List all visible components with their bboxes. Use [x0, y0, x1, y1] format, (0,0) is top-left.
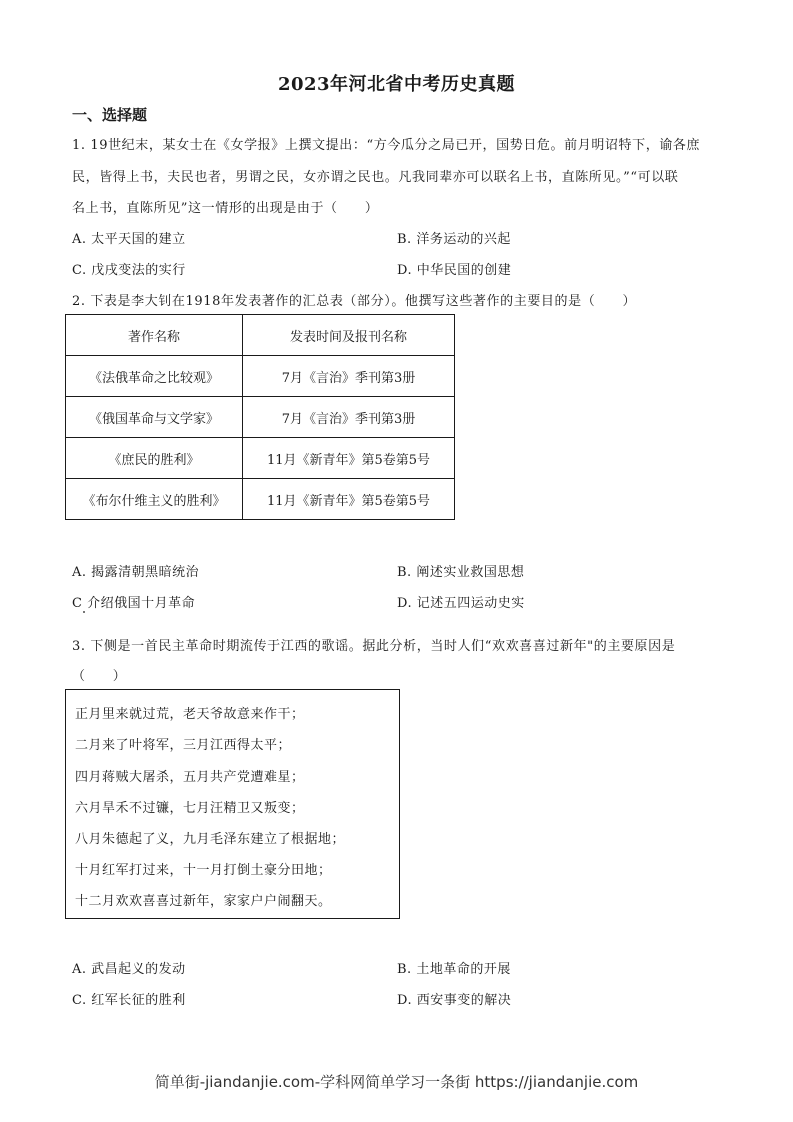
q1-option-a: A. 太平天国的建立 — [72, 232, 186, 247]
q3-stem-line-2: （ ） — [72, 669, 127, 684]
table-header-cell: 著作名称 — [66, 315, 243, 356]
table-cell-publication: 11月《新青年》第5卷第5号 — [243, 438, 455, 479]
q1-stem-line-1: 1. 19世纪末，某女士在《女学报》上撰文提出：“方今瓜分之局已开，国势日危。前月明诏特下，谕各庶 — [72, 138, 701, 153]
song-line: 八月朱德起了义，九月毛泽东建立了根据地； — [75, 832, 346, 847]
table-header-cell: 发表时间及报刊名称 — [243, 315, 455, 356]
q3-option-d: D. 西安事变的解决 — [397, 993, 512, 1008]
section-heading: 一、选择题 — [72, 106, 148, 124]
song-line: 十二月欢欢喜喜过新年，家家户户闹翻天。 — [75, 894, 332, 909]
folk-song-box — [65, 689, 400, 919]
q2-option-d: D. 记述五四运动史实 — [397, 596, 525, 611]
table-header-row — [66, 315, 455, 356]
table-row — [66, 356, 455, 397]
table-cell-work: 《俄国革命与文学家》 — [66, 397, 243, 438]
table-row — [66, 479, 455, 520]
page-title: 2023年河北省中考历史真题 — [277, 74, 516, 95]
q2-option-a: A. 揭露清朝黑暗统治 — [72, 565, 200, 580]
q3-option-a: A. 武昌起义的发动 — [72, 962, 186, 977]
q2-option-c: C 介绍俄国十月革命 — [72, 596, 196, 611]
table-cell-publication: 7月《言治》季刊第3册 — [243, 397, 455, 438]
table-cell-work: 《庶民的胜利》 — [66, 438, 243, 479]
q1-option-b: B. 洋务运动的兴起 — [397, 232, 511, 247]
footer-watermark: 简单街-jiandanjie.com-学科网简单学习一条街 https://jiandanjie.com — [154, 1073, 639, 1091]
song-line: 四月蒋贼大屠杀，五月共产党遭难星； — [75, 770, 305, 785]
q2-stem: 2. 下表是李大钊在1918年发表著作的汇总表（部分）。他撰写这些著作的主要目的是（ ） — [72, 294, 637, 309]
q1-option-d: D. 中华民国的创建 — [397, 263, 512, 278]
q1-stem-line-3: 名上书，直陈所见”这一情形的出现是由于（ ） — [72, 201, 379, 216]
song-line: 十月红军打过来，十一月打倒土豪分田地； — [75, 863, 332, 878]
table-row — [66, 397, 455, 438]
table-cell-publication: 7月《言治》季刊第3册 — [243, 356, 455, 397]
song-line: 二月来了叶将军，三月江西得太平； — [75, 738, 292, 753]
works-table — [65, 314, 455, 520]
q1-stem-line-2: 民，皆得上书，夫民也者，男谓之民，女亦谓之民也。凡我同辈亦可以联名上书，直陈所见。”“可以联 — [72, 170, 679, 185]
q3-option-c: C. 红军长征的胜利 — [72, 993, 186, 1008]
stray-dot — [83, 611, 85, 613]
table-cell-work: 《布尔什维主义的胜利》 — [66, 479, 243, 520]
song-line: 六月旱禾不过镰，七月汪精卫又叛变； — [75, 801, 305, 816]
q3-option-b: B. 土地革命的开展 — [397, 962, 511, 977]
q1-option-c: C. 戊戌变法的实行 — [72, 263, 186, 278]
song-line: 正月里来就过荒，老天爷故意来作干； — [75, 707, 305, 722]
table-cell-work: 《法俄革命之比较观》 — [66, 356, 243, 397]
q2-option-b: B. 阐述实业救国思想 — [397, 565, 525, 580]
table-cell-publication: 11月《新青年》第5卷第5号 — [243, 479, 455, 520]
table-row — [66, 438, 455, 479]
q3-stem-line-1: 3. 下侧是一首民主革命时期流传于江西的歌谣。据此分析，当时人们“欢欢喜喜过新年"的主要原因是 — [72, 639, 676, 654]
